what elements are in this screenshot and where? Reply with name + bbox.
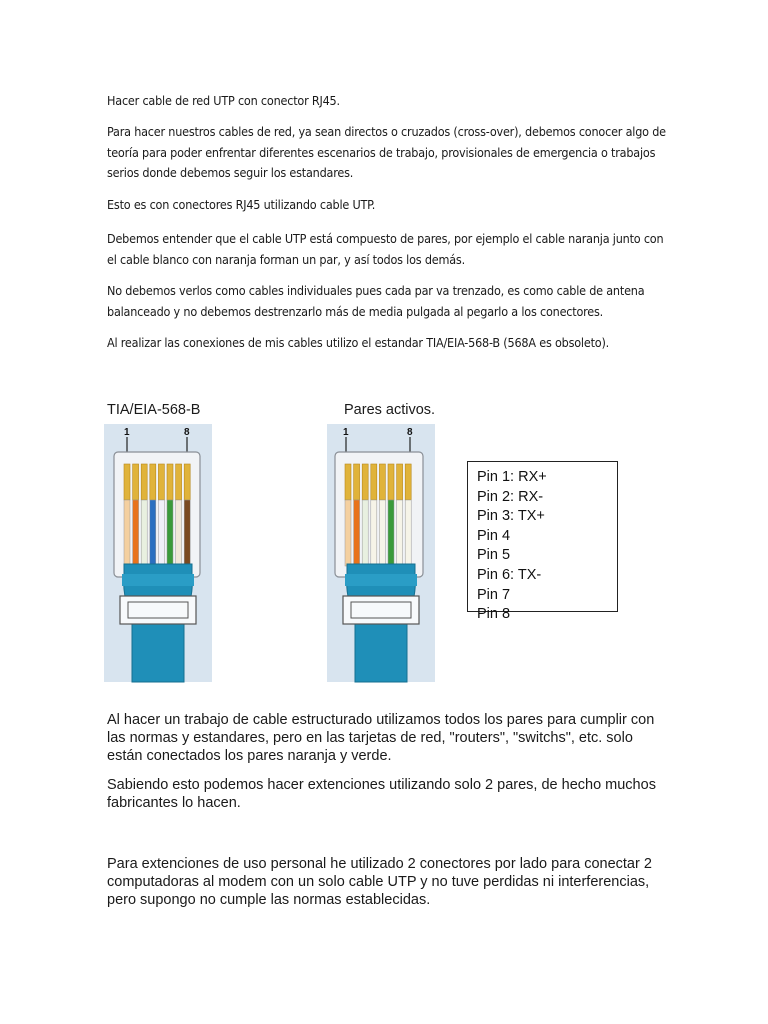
pin-contact	[150, 464, 156, 500]
pin-contact	[379, 464, 385, 500]
pin-line: Pin 6: TX-	[477, 566, 542, 583]
pin-contact	[133, 464, 139, 500]
boot-band	[122, 574, 194, 586]
paragraph-personal-use: Para extenciones de uso personal he utilizado 2 conectores por lado para conectar 2 computadoras al modem con un solo cable UTP y no tuve perdidas ni interferencias, pero supongo no cumple las normas establecidas.	[107, 856, 652, 908]
wire-4	[150, 500, 156, 566]
doc-title: Hacer cable de red UTP con conector RJ45.	[107, 93, 340, 108]
pin-1-label: 1	[343, 427, 349, 438]
paragraph-intro: Para hacer nuestros cables de red, ya sean directos o cruzados (cross-over), debemos conocer algo de teoría para poder enfrentar diferentes escenarios de trabajo, provisionales de emergencia o trabajos serios donde debemos seguir los estandares.	[107, 124, 666, 180]
pin-8-label: 8	[407, 427, 413, 438]
latch-window	[120, 596, 196, 624]
caption-568b: TIA/EIA-568-B	[107, 402, 201, 418]
wire-2	[133, 500, 139, 566]
paragraph-structured-cabling: Al hacer un trabajo de cable estructurado utilizamos todos los pares para cumplir con las normas y estandares, pero en las tarjetas de red, "routers", "switchs", etc. solo están conectados los pares naranja y verde.	[107, 712, 655, 764]
pin-contact	[371, 464, 377, 500]
wire-2	[354, 500, 360, 566]
pin-8-label: 8	[184, 427, 190, 438]
boot-band	[345, 574, 417, 586]
pin-1-label: 1	[124, 427, 130, 438]
pin-contact	[176, 464, 182, 500]
pin-contact	[405, 464, 411, 500]
pin-line: Pin 7	[477, 586, 511, 603]
caption-active-pairs: Pares activos.	[344, 402, 436, 418]
rj45-active-pairs-illustration	[327, 424, 435, 682]
pin-line: Pin 4	[477, 527, 511, 544]
pin-contact	[124, 464, 130, 500]
paragraph-two-pairs: Sabiendo esto podemos hacer extenciones utilizando solo 2 pares, de hecho muchos fabricantes lo hacen.	[107, 777, 656, 811]
pin-contact	[397, 464, 403, 500]
pin-contact	[184, 464, 190, 500]
wire-8	[405, 500, 411, 566]
pin-contact	[141, 464, 147, 500]
pin-contact	[388, 464, 394, 500]
wire-3	[362, 500, 368, 566]
wire-7	[397, 500, 403, 566]
pin-contact	[158, 464, 164, 500]
wire-8	[184, 500, 190, 566]
wire-7	[176, 500, 182, 566]
pin-contact	[345, 464, 351, 500]
pin-line: Pin 3: TX+	[477, 508, 545, 525]
pin-contact	[167, 464, 173, 500]
rj45-568b-illustration	[104, 424, 212, 682]
wire-4	[371, 500, 377, 566]
paragraph-connectors: Esto es con conectores RJ45 utilizando cable UTP.	[107, 197, 376, 212]
pin-line: Pin 2: RX-	[477, 488, 544, 505]
paragraph-twist: No debemos verlos como cables individuales pues cada par va trenzado, es como cable de antena balanceado y no debemos destrenzarlo más de media pulgada al pegarlo a los conectores.	[107, 283, 645, 319]
pin-contact	[354, 464, 360, 500]
latch-window	[343, 596, 419, 624]
wire-1	[124, 500, 130, 566]
wire-1	[345, 500, 351, 566]
wire-6	[388, 500, 394, 566]
pin-line: Pin 5	[477, 547, 511, 564]
pin-assignment-box	[467, 461, 618, 623]
wire-3	[141, 500, 147, 566]
paragraph-pairs: Debemos entender que el cable UTP está compuesto de pares, por ejemplo el cable naranja junto con el cable blanco con naranja forman un par, y así todos los demás.	[107, 231, 664, 267]
wire-5	[158, 500, 164, 566]
wire-5	[379, 500, 385, 566]
pin-contact	[362, 464, 368, 500]
wire-6	[167, 500, 173, 566]
pin-line: Pin 8	[477, 606, 511, 623]
pin-line: Pin 1: RX+	[477, 469, 547, 485]
paragraph-standard: Al realizar las conexiones de mis cables utilizo el estandar TIA/EIA-568-B (568A es obsoleto).	[107, 335, 610, 350]
